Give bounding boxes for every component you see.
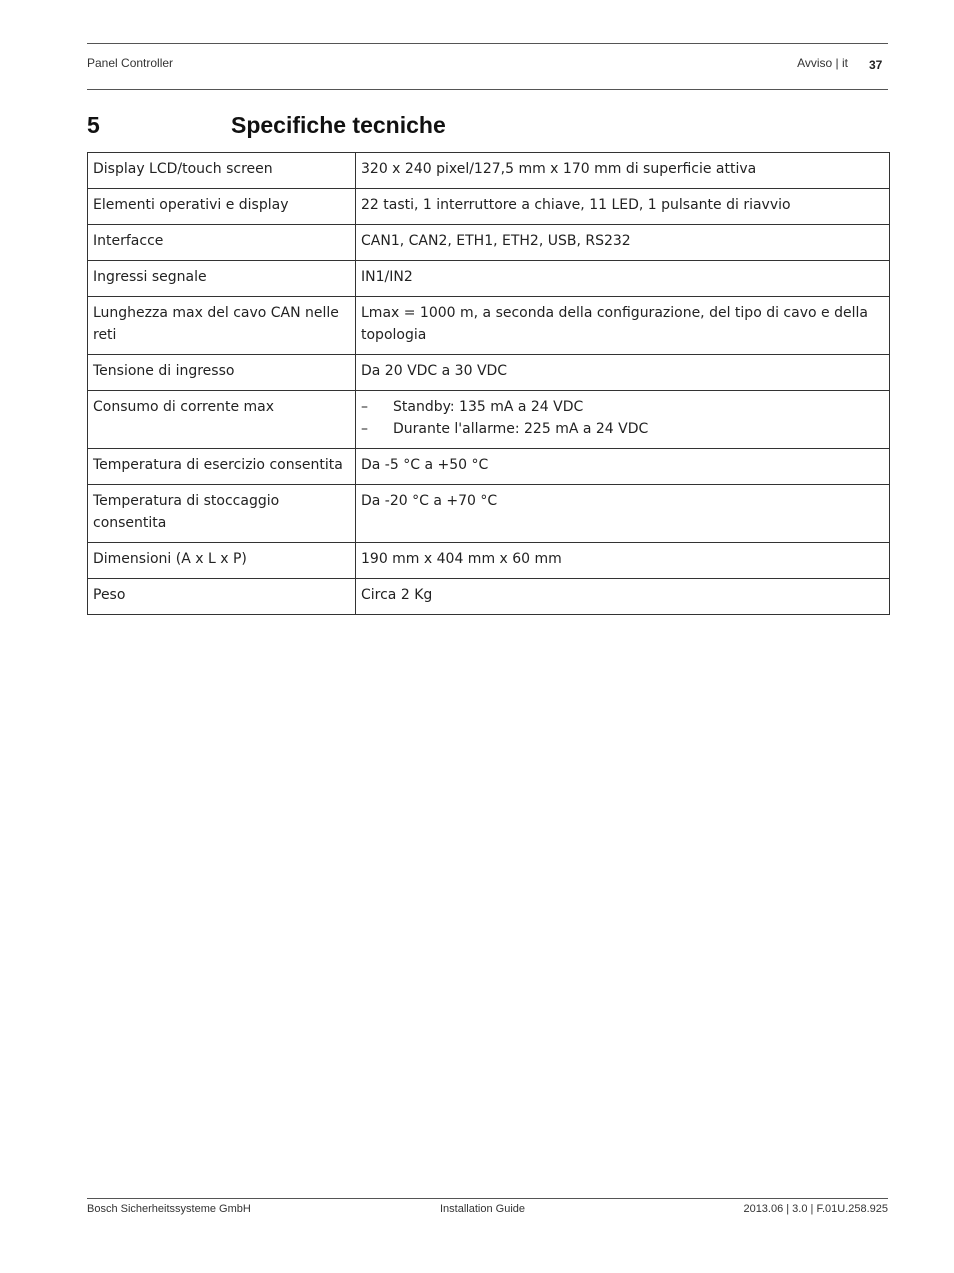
list-item-text: Standby: 135 mA a 24 VDC [393, 399, 584, 415]
spec-label: Temperatura di esercizio consentita [88, 449, 356, 485]
table-row [88, 449, 890, 485]
table-row [88, 485, 890, 543]
spec-value: 190 mm x 404 mm x 60 mm [356, 543, 890, 579]
dash-bullet: – [361, 399, 368, 415]
header-bottom-rule [87, 89, 888, 90]
spec-value: Circa 2 Kg [356, 579, 890, 615]
footer-document-type: Installation Guide [440, 1203, 525, 1215]
table-row [88, 579, 890, 615]
spec-value: 22 tasti, 1 interruttore a chiave, 11 LED, 1 pulsante di riavvio [356, 189, 890, 225]
dash-bullet: – [361, 421, 368, 437]
table-row [88, 297, 890, 355]
spec-label: Ingressi segnale [88, 261, 356, 297]
spec-value: Da -5 °C a +50 °C [356, 449, 890, 485]
spec-label: Lunghezza max del cavo CAN nelle reti [88, 297, 356, 355]
spec-label: Display LCD/touch screen [88, 153, 356, 189]
list-item-text: Durante l'allarme: 225 mA a 24 VDC [393, 421, 649, 437]
spec-label: Dimensioni (A x L x P) [88, 543, 356, 579]
spec-label: Temperatura di stoccaggio consentita [88, 485, 356, 543]
table-row [88, 225, 890, 261]
chapter-number: 5 [87, 112, 100, 138]
table-row [88, 391, 890, 449]
spec-value: Lmax = 1000 m, a seconda della configurazione, del tipo di cavo e della topologia [356, 297, 890, 355]
page-number: 37 [869, 58, 883, 72]
spec-label: Consumo di corrente max [88, 391, 356, 449]
footer-rule [87, 1198, 888, 1199]
list-item [361, 396, 885, 418]
header-product-name: Panel Controller [87, 56, 174, 70]
spec-value: Da 20 VDC a 30 VDC [356, 355, 890, 391]
table-row [88, 261, 890, 297]
header-section-label: Avviso | it [797, 56, 848, 70]
spec-value: IN1/IN2 [356, 261, 890, 297]
spec-value: 320 x 240 pixel/127,5 mm x 170 mm di superficie attiva [356, 153, 890, 189]
chapter-title: Specifiche tecniche [231, 112, 446, 138]
spec-label: Tensione di ingresso [88, 355, 356, 391]
spec-value: CAN1, CAN2, ETH1, ETH2, USB, RS232 [356, 225, 890, 261]
header-top-rule [87, 43, 888, 44]
table-row [88, 355, 890, 391]
list-item [361, 418, 885, 440]
spec-label: Peso [88, 579, 356, 615]
table-row [88, 189, 890, 225]
spec-value-list [356, 391, 890, 449]
footer-document-version: 2013.06 | 3.0 | F.01U.258.925 [743, 1203, 888, 1215]
spec-label: Elementi operativi e display [88, 189, 356, 225]
spec-value: Da -20 °C a +70 °C [356, 485, 890, 543]
table-row [88, 543, 890, 579]
table-row [88, 153, 890, 189]
spec-label: Interfacce [88, 225, 356, 261]
spec-table [87, 152, 890, 615]
footer-company: Bosch Sicherheitssysteme GmbH [87, 1203, 251, 1215]
